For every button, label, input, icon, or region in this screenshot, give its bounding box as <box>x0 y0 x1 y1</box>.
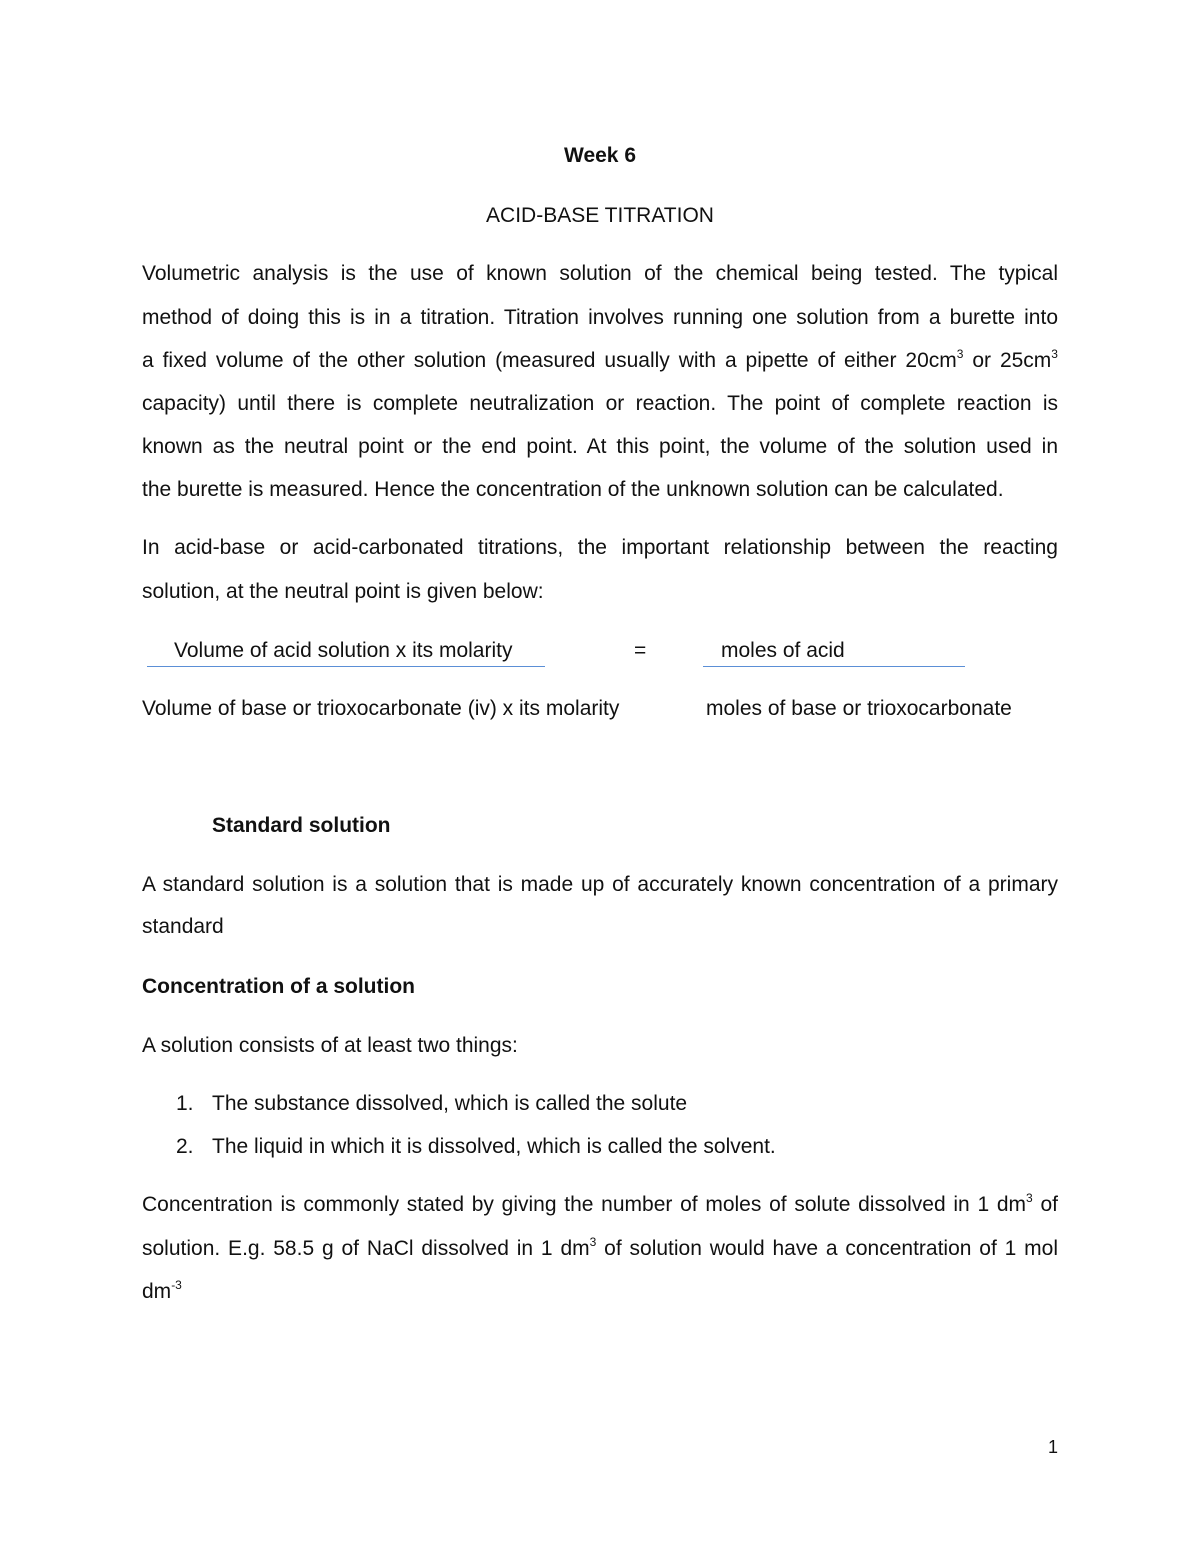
standard-solution-heading: Standard solution <box>212 814 391 837</box>
page-number: 1 <box>1048 1437 1059 1457</box>
list-item-number: 1. <box>176 1092 194 1115</box>
concentration-line-2: solution. E.g. 58.5 g of NaCl dissolved in 1 $dm^3$ of solution would have a concentration of 1 mol <box>142 1235 1058 1260</box>
list-item: The liquid in which it is dissolved, which is called the solvent. <box>212 1135 776 1158</box>
relation-line-1: In acid-base or acid-carbonated titrations, the important relationship between the reacting <box>142 536 1058 559</box>
intro-line-2: method of doing this is in a titration. Titration involves running one solution from a burette into <box>142 306 1058 329</box>
standard-line-2: standard <box>142 915 224 938</box>
intro-line-1: Volumetric analysis is the use of known solution of the chemical being tested. The typical <box>142 262 1058 285</box>
intro-line-3: a fixed volume of the other solution (measured usually with a pipette of either $20cm^3$ or $25cm^3$ <box>142 347 1058 372</box>
intro-line-5: known as the neutral point or the end point. At this point, the volume of the solution used in <box>142 435 1058 458</box>
page-title: ACID-BASE TITRATION <box>486 204 714 227</box>
equation-equals-sign: = <box>634 639 647 662</box>
list-item-number: 2. <box>176 1135 194 1158</box>
right-fraction-bar <box>703 666 965 667</box>
relation-line-2: solution, at the neutral point is given below: <box>142 580 544 603</box>
intro-line-6: the burette is measured. Hence the concentration of the unknown solution can be calculated. <box>142 478 1004 501</box>
left-fraction-bar <box>147 666 545 667</box>
standard-line-1: A standard solution is a solution that is made up of accurately known concentration of a primary <box>142 873 1058 896</box>
concentration-line-3: $dm^{-3}$ <box>142 1278 182 1303</box>
concentration-heading: Concentration of a solution <box>142 975 415 998</box>
equation-left-numerator: Volume of acid solution x its molarity <box>174 639 513 662</box>
list-item: The substance dissolved, which is called the solute <box>212 1092 688 1115</box>
equation-right-numerator: moles of acid <box>721 639 845 662</box>
concentration-line-1: Concentration is commonly stated by giving the number of moles of solute dissolved in 1 $dm^3$ of <box>142 1191 1058 1216</box>
concentration-intro: A solution consists of at least two things: <box>142 1034 518 1057</box>
equation-left-denominator: Volume of base or trioxocarbonate (iv) x its molarity <box>142 697 620 720</box>
equation-right-denominator: moles of base or trioxocarbonate <box>706 697 1012 720</box>
week-label: Week 6 <box>564 144 636 167</box>
intro-line-4: capacity) until there is complete neutralization or reaction. The point of complete reaction is <box>142 392 1058 415</box>
